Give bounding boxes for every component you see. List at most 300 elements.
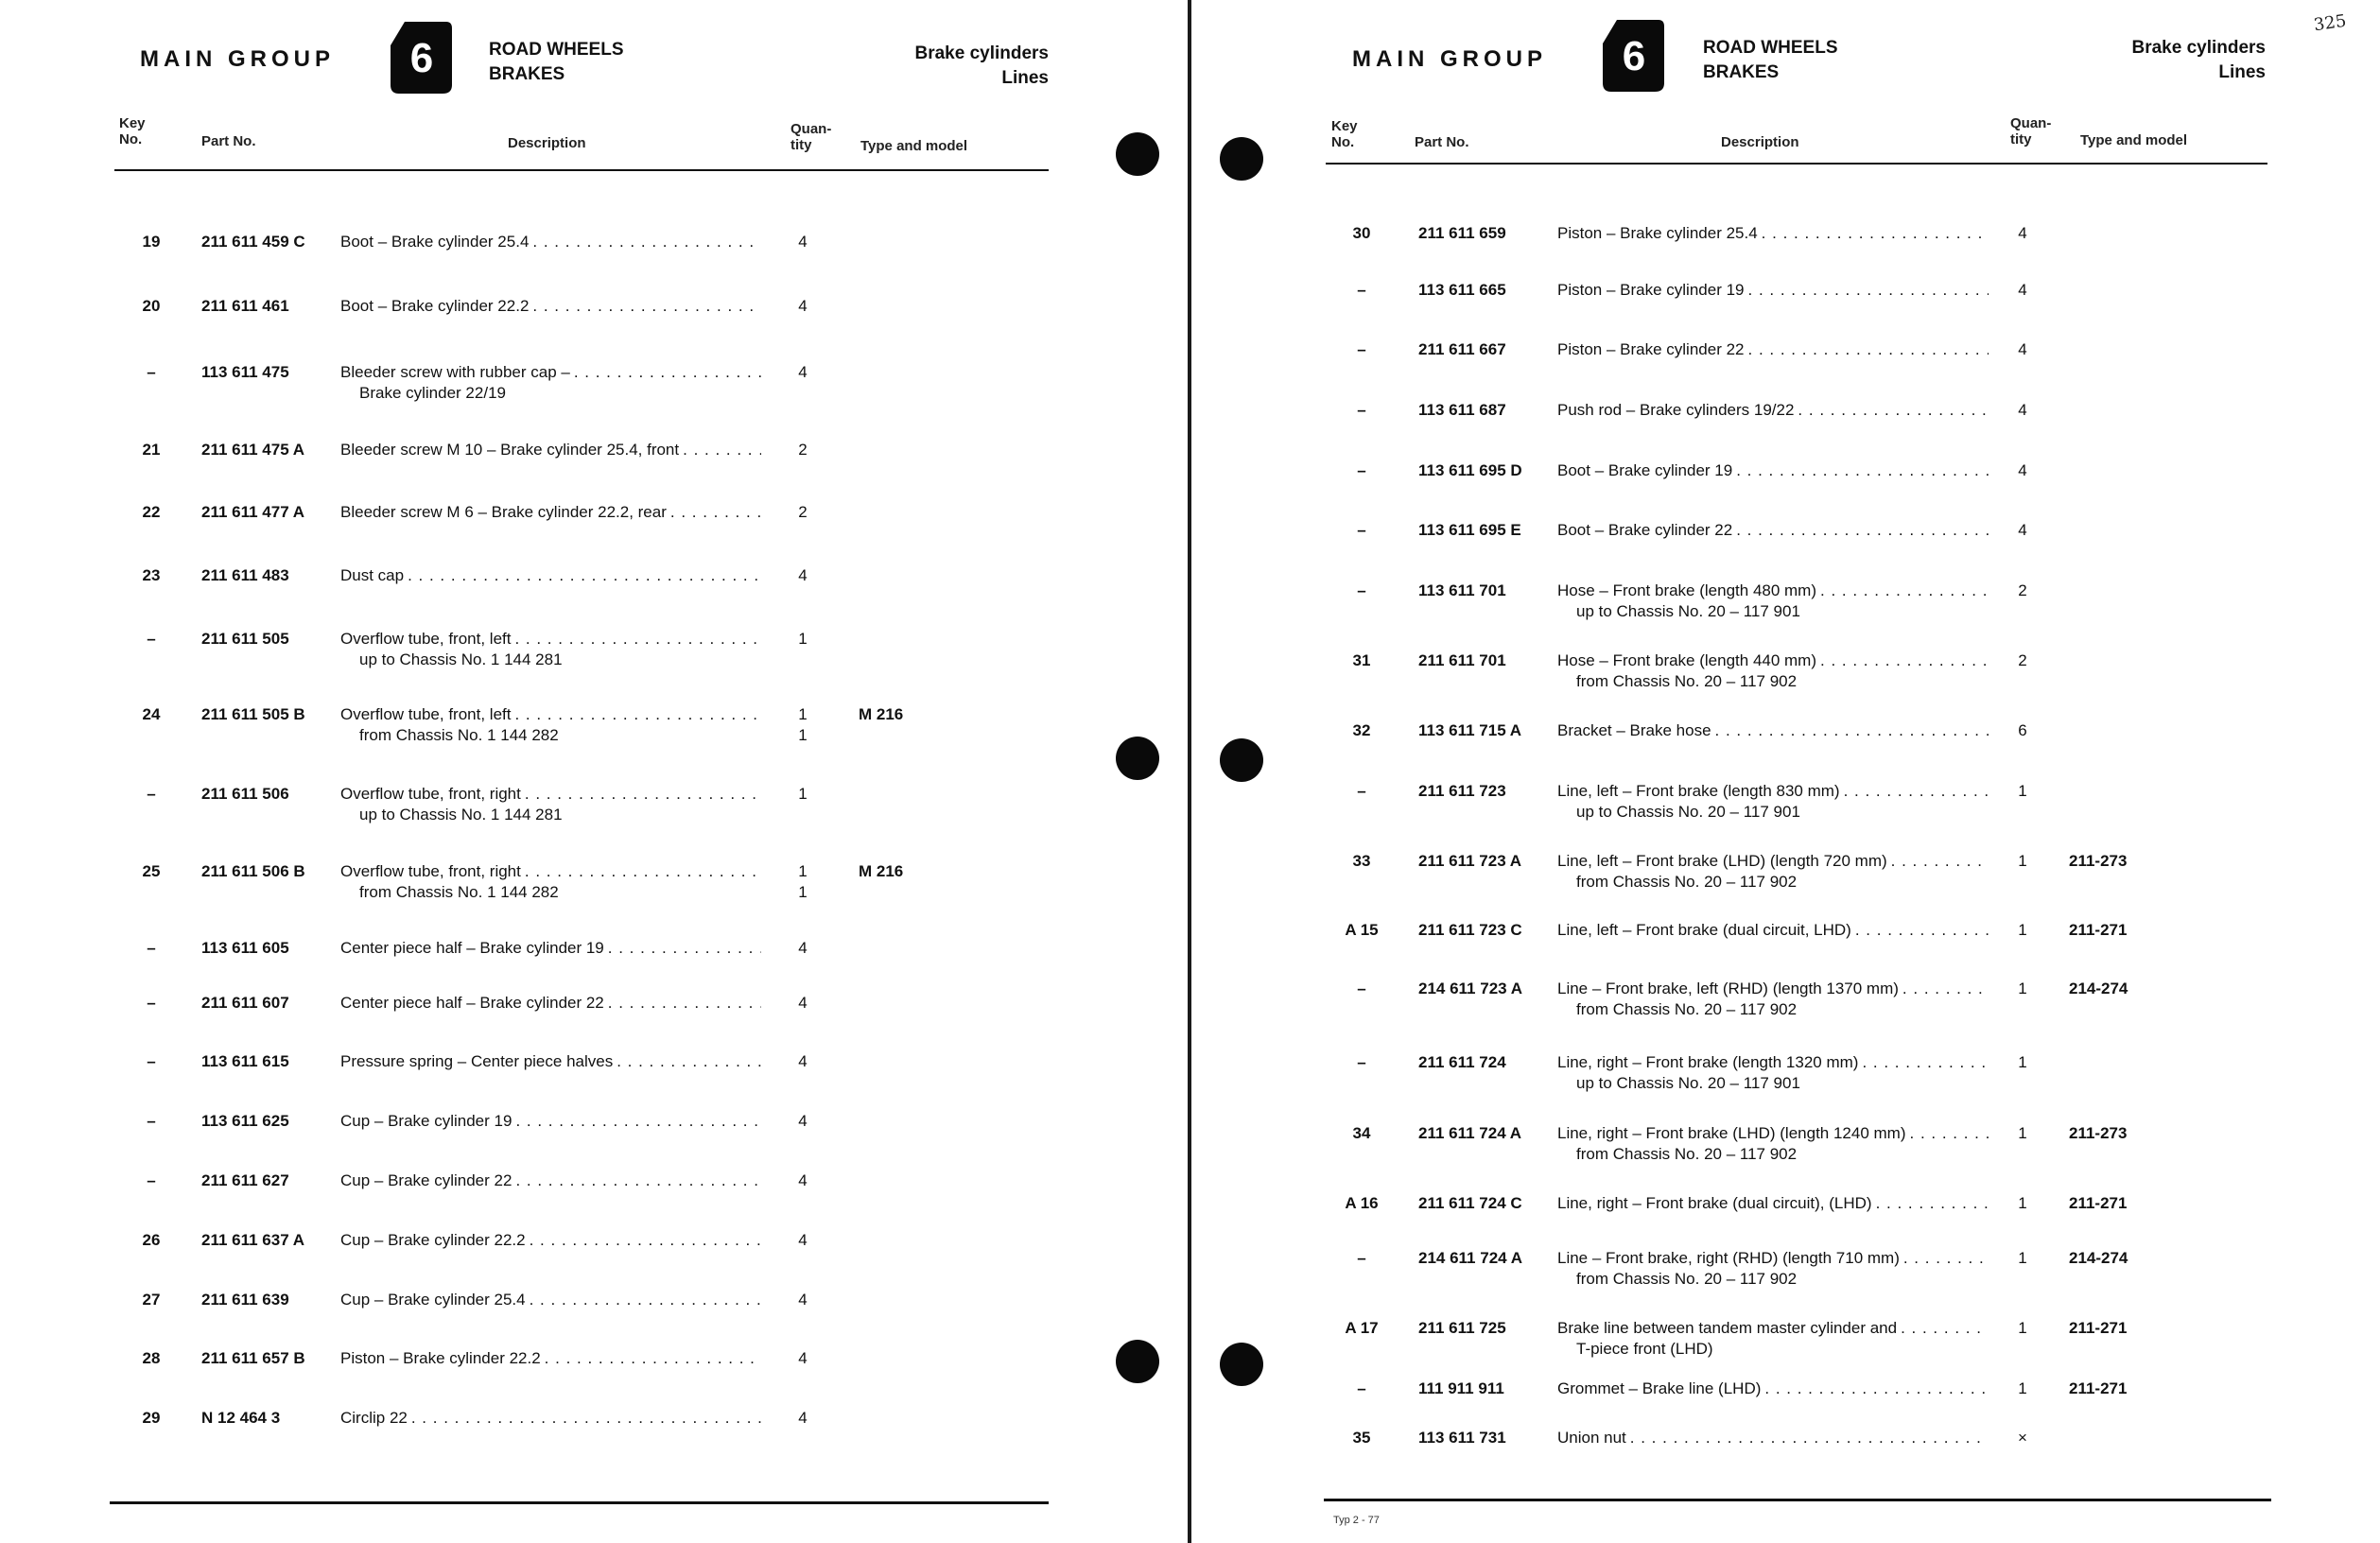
col-type-header: Type and model: [860, 138, 968, 154]
part-number: 211 611 659: [1418, 224, 1506, 242]
key-number: 24: [142, 705, 161, 723]
dot-leader: [1748, 280, 1989, 301]
part-description: [1557, 1318, 1989, 1360]
table-row: [0, 1230, 1187, 1277]
quantity: [789, 1170, 817, 1191]
dot-leader: [530, 1290, 761, 1310]
part-number: 211 611 506: [201, 785, 289, 803]
binder-hole: [1220, 738, 1263, 782]
description-text: Cup – Brake cylinder 19: [340, 1112, 512, 1130]
dot-leader: [608, 993, 761, 1014]
dot-leader: [608, 938, 761, 959]
quantity-value: ×: [2018, 1429, 2027, 1447]
part-number: 211 611 505 B: [201, 705, 305, 723]
table-row: [1191, 223, 2380, 270]
quantity-value: 4: [798, 566, 808, 584]
description-text: Overflow tube, front, right: [340, 862, 521, 880]
quantity-value: 1: [2018, 1053, 2027, 1071]
part-description: [340, 784, 761, 825]
quantity: [789, 704, 817, 746]
key-number: –: [147, 363, 156, 381]
header-rule: [114, 169, 1049, 171]
description-continuation: up to Chassis No. 20 – 117 901: [1576, 602, 1800, 620]
dot-leader: [515, 1111, 761, 1132]
key-number: A 15: [1345, 921, 1379, 939]
type-model: 211-273: [2069, 852, 2128, 870]
table-row: [1191, 339, 2380, 387]
dot-leader: [408, 565, 761, 586]
part-description: [1557, 920, 1989, 941]
table-row: [1191, 1318, 2380, 1365]
description-continuation: from Chassis No. 20 – 117 902: [1576, 672, 1798, 690]
quantity: [789, 1290, 817, 1310]
part-description: [340, 362, 761, 404]
table-row: [0, 565, 1187, 613]
section-line-1: ROAD WHEELS: [1703, 38, 1838, 58]
group-number-badge: [386, 19, 456, 96]
table-row: [0, 1408, 1187, 1455]
part-number: 113 611 701: [1418, 581, 1506, 599]
header-rule: [1326, 163, 2267, 165]
part-number: N 12 464 3: [201, 1409, 281, 1427]
quantity: [2008, 720, 2037, 741]
quantity-value: 4: [2018, 281, 2027, 299]
dot-leader: [1891, 851, 1989, 872]
quantity: [789, 362, 817, 383]
table-row: [0, 232, 1187, 279]
description-text: Push rod – Brake cylinders 19/22: [1557, 401, 1795, 419]
description-text: Piston – Brake cylinder 22: [1557, 340, 1745, 358]
binder-hole: [1116, 132, 1159, 176]
description-continuation: from Chassis No. 20 – 117 902: [1576, 1000, 1798, 1018]
dot-leader: [1798, 400, 1989, 421]
quantity: [2008, 979, 2037, 999]
type-model: 211-271: [2069, 1194, 2128, 1212]
table-row: [0, 938, 1187, 985]
dot-leader: [1764, 1378, 1989, 1399]
group-number: 6: [1622, 33, 1646, 79]
quantity: [2008, 920, 2037, 941]
part-number: 113 611 695 E: [1418, 521, 1521, 539]
key-number: 34: [1352, 1124, 1371, 1142]
part-number: 113 611 625: [201, 1112, 289, 1130]
part-number: 111 911 911: [1418, 1379, 1504, 1397]
description-text: Hose – Front brake (length 480 mm): [1557, 581, 1817, 599]
dot-leader: [545, 1348, 761, 1369]
quantity: [789, 1348, 817, 1369]
quantity-value: 4: [2018, 461, 2027, 479]
part-description: [340, 565, 761, 586]
quantity: [2008, 1193, 2037, 1214]
part-number: 113 611 605: [201, 939, 289, 957]
table-row: [0, 502, 1187, 549]
part-number: 211 611 724 C: [1418, 1194, 1522, 1212]
part-description: [1557, 979, 1989, 1020]
table-row: [1191, 720, 2380, 768]
description-continuation: up to Chassis No. 1 144 281: [359, 650, 563, 668]
part-number: 113 611 695 D: [1418, 461, 1522, 479]
key-number: –: [147, 1171, 156, 1189]
quantity-value: 4: [2018, 401, 2027, 419]
binder-hole: [1116, 737, 1159, 780]
quantity: [789, 1408, 817, 1429]
part-description: [1557, 280, 1989, 301]
quantity-value: 1: [2018, 1319, 2027, 1337]
table-row: [0, 1170, 1187, 1218]
group-number: 6: [409, 35, 434, 81]
quantity-value: 1: [2018, 1249, 2027, 1267]
quantity-value: 1: [798, 705, 808, 723]
subsection-line-2: Lines: [1001, 68, 1049, 88]
dot-leader: [1820, 650, 1989, 671]
quantity-value: 2: [2018, 581, 2027, 599]
subsection-title: [851, 42, 1049, 91]
table-row: [0, 861, 1187, 909]
part-description: [1557, 781, 1989, 823]
col-quantity-header: Quan- tity: [2010, 115, 2052, 147]
table-row: [0, 629, 1187, 676]
quantity-value: 4: [798, 363, 808, 381]
table-row: [0, 1348, 1187, 1396]
part-number: 113 611 715 A: [1418, 721, 1522, 739]
quantity-value: 4: [798, 297, 808, 315]
description-text: Bleeder screw with rubber cap –: [340, 363, 570, 381]
part-description: [1557, 223, 1989, 244]
description-continuation: T-piece front (LHD): [1576, 1340, 1713, 1358]
quantity: [2008, 1052, 2037, 1073]
dot-leader: [1862, 1052, 1989, 1073]
dot-leader: [1736, 460, 1989, 481]
part-number: 211 611 723 A: [1418, 852, 1522, 870]
part-description: [340, 1408, 761, 1429]
table-row: [1191, 280, 2380, 327]
group-number-badge: [1598, 17, 1668, 95]
part-number: 211 611 723 C: [1418, 921, 1522, 939]
key-number: –: [147, 785, 156, 803]
description-continuation: Brake cylinder 22/19: [359, 384, 506, 402]
quantity: [2008, 339, 2037, 360]
section-title: [1703, 36, 1838, 85]
table-row: [1191, 460, 2380, 508]
quantity-value: 4: [798, 1052, 808, 1070]
dot-leader: [1903, 1248, 1989, 1269]
binder-hole: [1220, 137, 1263, 181]
part-number: 211 611 657 B: [201, 1349, 305, 1367]
quantity-value: 4: [798, 233, 808, 251]
main-group-title: MAIN GROUP: [140, 46, 335, 72]
quantity-value: 1: [2018, 1379, 2027, 1397]
table-row: [1191, 1378, 2380, 1426]
part-description: [1557, 520, 1989, 541]
table-row: [0, 362, 1187, 409]
footer-rule: [110, 1501, 1049, 1504]
part-number: 211 611 724 A: [1418, 1124, 1522, 1142]
part-number: 211 611 724: [1418, 1053, 1506, 1071]
description-text: Line, left – Front brake (dual circuit, LHD): [1557, 921, 1851, 939]
description-text: Piston – Brake cylinder 25.4: [1557, 224, 1758, 242]
description-continuation: from Chassis No. 20 – 117 902: [1576, 1145, 1798, 1163]
part-number: 211 611 483: [201, 566, 289, 584]
footnote: Typ 2 - 77: [1333, 1515, 1380, 1526]
type-model: 211-273: [2069, 1124, 2128, 1142]
col-part-header: Part No.: [1415, 134, 1469, 150]
quantity-value: 4: [2018, 224, 2027, 242]
part-description: [340, 861, 761, 903]
table-row: [1191, 920, 2380, 967]
quantity: [2008, 1378, 2037, 1399]
table-row: [1191, 1248, 2380, 1295]
part-description: [1557, 460, 1989, 481]
part-description: [340, 1230, 761, 1251]
part-number: 211 611 506 B: [201, 862, 305, 880]
quantity-value: 2: [2018, 651, 2027, 669]
table-row: [1191, 781, 2380, 828]
part-number: 211 611 459 C: [201, 233, 305, 251]
key-number: –: [1357, 401, 1366, 419]
description-text: Line, right – Front brake (LHD) (length 1240 mm): [1557, 1124, 1906, 1142]
quantity-value: 1: [2018, 1194, 2027, 1212]
quantity: [2008, 223, 2037, 244]
description-text: Hose – Front brake (length 440 mm): [1557, 651, 1817, 669]
quantity: [2008, 1123, 2037, 1144]
quantity-value: 4: [798, 1112, 808, 1130]
part-number: 211 611 725: [1418, 1319, 1506, 1337]
key-number: 25: [142, 862, 161, 880]
key-number: 19: [142, 233, 161, 251]
description-text: Dust cap: [340, 566, 405, 584]
dot-leader: [515, 1170, 761, 1191]
part-description: [1557, 339, 1989, 360]
quantity: [789, 1111, 817, 1132]
key-number: 35: [1352, 1429, 1371, 1447]
key-number: 20: [142, 297, 161, 315]
key-number: –: [1357, 340, 1366, 358]
dot-leader: [670, 502, 761, 523]
quantity: [789, 993, 817, 1014]
dot-leader: [532, 232, 761, 252]
part-description: [1557, 1193, 1989, 1214]
key-number: –: [1357, 782, 1366, 800]
part-number: 211 611 723: [1418, 782, 1506, 800]
part-number: 113 611 731: [1418, 1429, 1506, 1447]
table-row: [1191, 1193, 2380, 1240]
part-description: [340, 704, 761, 746]
description-text: Boot – Brake cylinder 19: [1557, 461, 1733, 479]
type-model: 211-271: [2069, 921, 2128, 939]
quantity-value: 1: [798, 726, 808, 744]
description-continuation: up to Chassis No. 20 – 117 901: [1576, 803, 1800, 821]
section-line-2: BRAKES: [1703, 62, 1780, 82]
description-text: Cup – Brake cylinder 25.4: [340, 1291, 526, 1309]
description-text: Overflow tube, front, left: [340, 630, 512, 648]
dot-leader: [525, 861, 761, 882]
part-description: [1557, 1378, 1989, 1399]
quantity-value: 4: [798, 1231, 808, 1249]
part-number: 211 611 477 A: [201, 503, 305, 521]
dot-leader: [532, 296, 761, 317]
table-row: [0, 704, 1187, 752]
key-number: –: [147, 939, 156, 957]
part-number: 211 611 475 A: [201, 441, 305, 459]
description-text: Bleeder screw M 10 – Brake cylinder 25.4, front: [340, 441, 680, 459]
part-description: [340, 938, 761, 959]
key-number: –: [1357, 521, 1366, 539]
quantity-value: 1: [2018, 921, 2027, 939]
col-part-header: Part No.: [201, 133, 256, 149]
key-number: 28: [142, 1349, 161, 1367]
quantity-value: 4: [2018, 340, 2027, 358]
key-number: 33: [1352, 852, 1371, 870]
description-text: Bleeder screw M 6 – Brake cylinder 22.2, rear: [340, 503, 667, 521]
description-continuation: from Chassis No. 20 – 117 902: [1576, 1270, 1798, 1288]
section-line-2: BRAKES: [489, 64, 565, 84]
dot-leader: [617, 1051, 761, 1072]
part-number: 211 611 667: [1418, 340, 1506, 358]
description-continuation: up to Chassis No. 1 144 281: [359, 806, 563, 824]
description-text: Boot – Brake cylinder 25.4: [340, 233, 530, 251]
dot-leader: [1855, 920, 1989, 941]
part-description: [340, 629, 761, 670]
type-model: 211-271: [2069, 1319, 2128, 1337]
part-number: 211 611 461: [201, 297, 289, 315]
quantity-value: 1: [798, 785, 808, 803]
quantity: [2008, 581, 2037, 601]
key-number: –: [147, 1112, 156, 1130]
key-number: –: [1357, 980, 1366, 997]
part-description: [340, 1348, 761, 1369]
quantity: [789, 232, 817, 252]
table-row: [1191, 851, 2380, 898]
description-text: Center piece half – Brake cylinder 19: [340, 939, 604, 957]
table-row: [0, 993, 1187, 1040]
key-number: –: [1357, 281, 1366, 299]
dot-leader: [514, 704, 761, 725]
section-title: [489, 38, 624, 87]
key-number: 21: [142, 441, 161, 459]
dot-leader: [683, 440, 761, 460]
part-description: [1557, 1052, 1989, 1094]
quantity-value: 4: [798, 994, 808, 1012]
dot-leader: [1902, 979, 1989, 999]
quantity-value: 4: [798, 1291, 808, 1309]
part-description: [340, 232, 761, 252]
dot-leader: [525, 784, 761, 805]
dot-leader: [1715, 720, 1989, 741]
description-text: Overflow tube, front, left: [340, 705, 512, 723]
dot-leader: [1736, 520, 1989, 541]
col-description-header: Description: [1721, 134, 1799, 150]
description-text: Boot – Brake cylinder 22: [1557, 521, 1733, 539]
quantity: [789, 784, 817, 805]
part-description: [1557, 851, 1989, 893]
quantity: [789, 565, 817, 586]
quantity: [789, 861, 817, 903]
quantity: [789, 296, 817, 317]
description-continuation: from Chassis No. 1 144 282: [359, 726, 559, 744]
table-row: [0, 1290, 1187, 1337]
description-text: Line – Front brake, left (RHD) (length 1370 mm): [1557, 980, 1899, 997]
binder-hole: [1220, 1343, 1263, 1386]
subsection-line-1: Brake cylinders: [914, 43, 1049, 63]
dot-leader: [1820, 581, 1989, 601]
quantity-value: 1: [798, 862, 808, 880]
quantity: [2008, 280, 2037, 301]
key-number: 32: [1352, 721, 1371, 739]
key-number: –: [1357, 1053, 1366, 1071]
col-quantity-header: Quan- tity: [790, 121, 832, 153]
part-number: 211 611 505: [201, 630, 289, 648]
quantity: [789, 1230, 817, 1251]
key-number: –: [1357, 1379, 1366, 1397]
part-description: [340, 296, 761, 317]
quantity: [789, 1051, 817, 1072]
part-description: [1557, 1123, 1989, 1165]
table-row: [0, 296, 1187, 343]
key-number: –: [1357, 581, 1366, 599]
subsection-line-1: Brake cylinders: [2131, 38, 2266, 58]
subsection-line-2: Lines: [2218, 62, 2266, 82]
quantity-value: 1: [2018, 782, 2027, 800]
part-description: [340, 1290, 761, 1310]
col-type-header: Type and model: [2080, 132, 2188, 148]
key-number: 27: [142, 1291, 161, 1309]
quantity: [2008, 520, 2037, 541]
part-description: [1557, 400, 1989, 421]
description-text: Cup – Brake cylinder 22.2: [340, 1231, 526, 1249]
quantity-value: 2: [798, 503, 808, 521]
dot-leader: [514, 629, 761, 650]
description-text: Cup – Brake cylinder 22: [340, 1171, 512, 1189]
part-description: [1557, 581, 1989, 622]
table-row: [1191, 400, 2380, 447]
table-row: [0, 1111, 1187, 1158]
quantity: [789, 440, 817, 460]
description-text: Piston – Brake cylinder 19: [1557, 281, 1745, 299]
right-page: [1191, 0, 2380, 1543]
dot-leader: [1910, 1123, 1989, 1144]
description-text: Line, right – Front brake (dual circuit), (LHD): [1557, 1194, 1872, 1212]
type-model: 214-274: [2069, 980, 2128, 997]
dot-leader: [1762, 223, 1989, 244]
subsection-title: [2080, 36, 2266, 85]
key-number: 30: [1352, 224, 1371, 242]
type-model: 214-274: [2069, 1249, 2128, 1267]
key-number: –: [147, 994, 156, 1012]
quantity-value: 4: [798, 1171, 808, 1189]
description-text: Piston – Brake cylinder 22.2: [340, 1349, 541, 1367]
quantity-value: 6: [2018, 721, 2027, 739]
part-number: 113 611 615: [201, 1052, 289, 1070]
key-number: –: [147, 1052, 156, 1070]
part-description: [1557, 650, 1989, 692]
quantity-value: 1: [2018, 980, 2027, 997]
table-row: [0, 1051, 1187, 1099]
section-line-1: ROAD WHEELS: [489, 40, 624, 60]
main-group-title: MAIN GROUP: [1352, 46, 1547, 72]
part-description: [340, 1111, 761, 1132]
description-text: Bracket – Brake hose: [1557, 721, 1711, 739]
type-model: M 216: [859, 705, 904, 723]
key-number: –: [1357, 1249, 1366, 1267]
description-text: Pressure spring – Center piece halves: [340, 1052, 614, 1070]
key-number: 26: [142, 1231, 161, 1249]
quantity: [2008, 650, 2037, 671]
key-number: 22: [142, 503, 161, 521]
description-text: Line, left – Front brake (LHD) (length 720 mm): [1557, 852, 1887, 870]
footer-rule: [1324, 1499, 2271, 1501]
quantity-value: 4: [798, 1409, 808, 1427]
description-text: Union nut: [1557, 1429, 1626, 1447]
